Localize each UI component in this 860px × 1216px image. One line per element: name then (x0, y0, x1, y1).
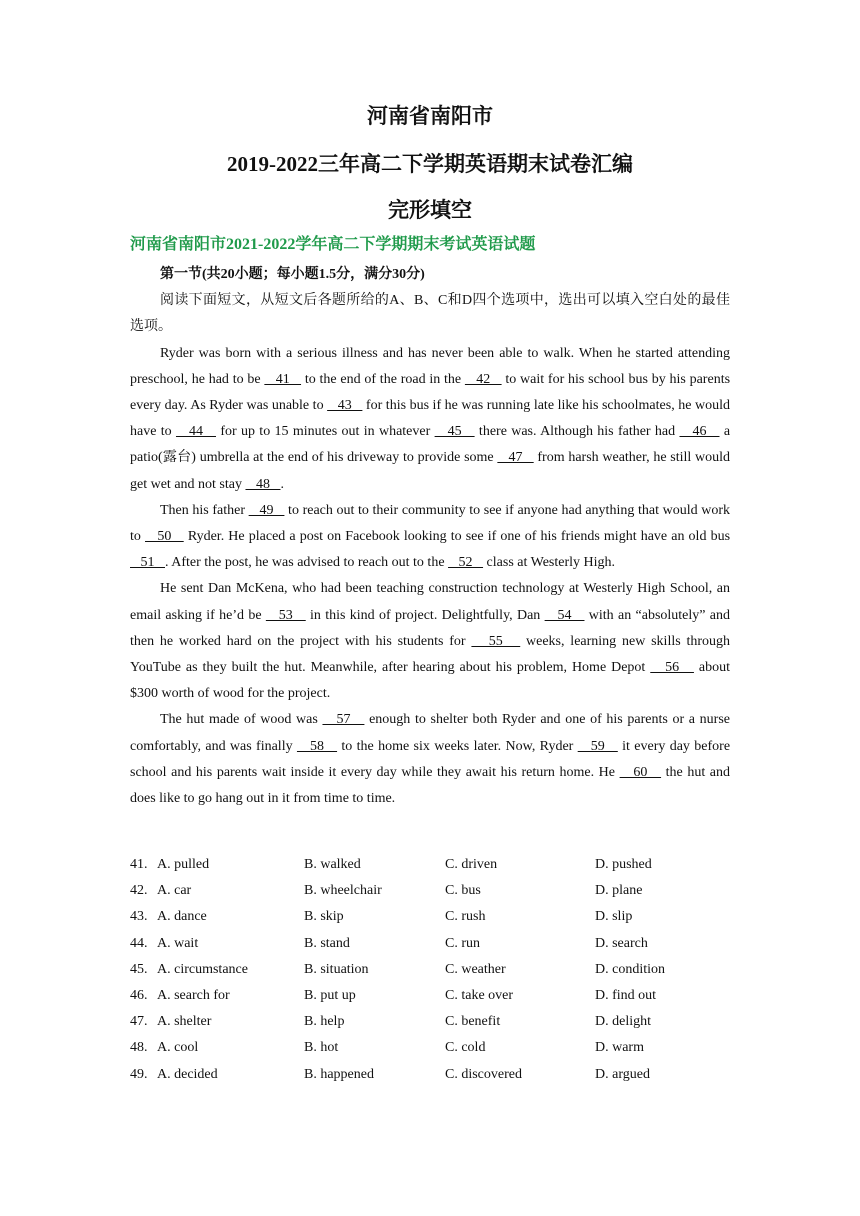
blank-51: 51 (130, 555, 165, 571)
question-number: 46. (130, 987, 148, 1003)
option-a: A. search for (157, 987, 230, 1003)
option-d: D. argued (595, 1066, 650, 1082)
passage-text: Ryder. He placed a post on Facebook looking to see if one of his friends might have an old bus (183, 529, 731, 545)
option-c: C. weather (445, 961, 506, 977)
option-b: B. help (304, 1014, 345, 1030)
option-b: B. put up (304, 987, 356, 1003)
option-d: D. delight (595, 1014, 651, 1030)
option-b: B. happened (304, 1066, 374, 1082)
option-b: B. situation (304, 961, 369, 977)
passage-text: to the home six weeks later. Now, Ryder (337, 738, 578, 754)
option-b: B. wheelchair (304, 883, 382, 899)
blank-46: 46 (679, 424, 720, 440)
option-a: A. pulled (157, 857, 210, 872)
section-heading: 河南省南阳市2021-2022学年高二下学期期末考试英语试题 (130, 236, 536, 253)
option-d: D. warm (595, 1040, 644, 1056)
part-header: 第一节(共20小题；每小题1.5分，满分30分) (160, 267, 425, 282)
option-row (130, 904, 730, 930)
passage-text: with an “absolutely” and then he worked hard on the project with his students for (130, 607, 731, 649)
title-line-1: 河南省南阳市 (367, 104, 493, 128)
option-c: C. benefit (445, 1014, 501, 1030)
blank-48: 48 (245, 476, 281, 492)
question-number: 47. (130, 1014, 148, 1030)
blank-58: 58 (296, 738, 338, 754)
question-number: 41. (130, 857, 148, 872)
part-header-paragraph (130, 262, 730, 288)
passage-text: Then his father (160, 502, 249, 518)
question-number: 44. (130, 935, 148, 951)
blank-50: 50 (145, 529, 184, 545)
question-number: 49. (130, 1066, 148, 1082)
passage-paragraph-2 (130, 498, 730, 577)
blank-42: 42 (464, 371, 502, 387)
passage-text: to reach out to their community to see if anyone had anything that would work to (130, 502, 730, 545)
option-b: B. walked (304, 857, 361, 872)
option-a: A. wait (157, 935, 199, 951)
option-d: D. search (595, 935, 648, 951)
passage-text: the hut and does like to go hang out in it from time to time. (130, 764, 730, 807)
option-row (130, 983, 730, 1009)
passage-text: . After the post, he was advised to reach out to the (165, 555, 449, 571)
blank-43: 43 (327, 398, 363, 414)
option-a: A. decided (157, 1066, 218, 1082)
question-number: 43. (130, 909, 148, 925)
title-line-2: 2019-2022三年高二下学期英语期末试卷汇编 (227, 152, 633, 176)
option-a: A. circumstance (157, 961, 248, 977)
blank-55: 55 (471, 633, 521, 649)
instructions: 阅读下面短文，从短文后各题所给的A、B、C和D四个选项中，选出可以填入空白处的最佳选项。 (130, 293, 730, 335)
blank-60: 60 (619, 764, 662, 780)
option-d: D. condition (595, 961, 665, 977)
passage-text: a patio(露台) umbrella at the end of his driveway to provide some (130, 424, 731, 466)
passage-text: enough to shelter both Ryder and one of his parents or a nurse comfortably, and was finally (130, 712, 730, 754)
passage-text: weeks, learning new skills through YouTube as they built the hut. Meanwhile, after hearing about his problem, Home Depot (130, 633, 731, 676)
option-a: A. dance (157, 909, 207, 925)
option-d: D. pushed (595, 857, 652, 872)
option-row (130, 957, 730, 983)
passage-paragraph-3 (130, 576, 730, 707)
blank-41: 41 (264, 371, 302, 387)
blank-54: 54 (544, 607, 585, 623)
option-a: A. car (157, 883, 192, 899)
option-b: B. skip (304, 909, 344, 925)
option-d: D. find out (595, 987, 657, 1003)
document-title-block (0, 104, 860, 222)
passage-paragraph-4 (130, 707, 730, 812)
passage-text: to the end of the road in the (301, 371, 465, 387)
option-a: A. shelter (157, 1014, 212, 1030)
passage-text: to wait for his school bus by his parents every day. As Ryder was unable to (130, 371, 731, 414)
option-c: C. discovered (445, 1066, 522, 1082)
passage-text: about $300 worth of wood for the project. (130, 660, 730, 702)
option-b: B. stand (304, 935, 350, 951)
blank-49: 49 (248, 502, 285, 518)
option-d: D. slip (595, 909, 633, 925)
passage-text: for up to 15 minutes out in whatever (215, 424, 435, 440)
question-number: 42. (130, 883, 148, 899)
passage-text: from harsh weather, he still would get wet and not stay (130, 450, 730, 492)
title-line-3: 完形填空 (388, 198, 472, 222)
option-row (130, 878, 730, 904)
blank-47: 47 (497, 450, 534, 466)
option-row (130, 1062, 730, 1088)
blank-59: 59 (577, 738, 618, 754)
option-c: C. cold (445, 1040, 486, 1056)
option-c: C. rush (445, 909, 486, 925)
option-c: C. take over (445, 987, 514, 1003)
passage-text: there was. Although his father had (474, 424, 680, 440)
passage-body (130, 262, 730, 812)
passage-text: in this kind of project. Delightfully, Dan (305, 607, 545, 623)
passage-text: class at Westerly High. (483, 555, 616, 571)
option-row (130, 1035, 730, 1061)
passage-paragraph-1 (130, 341, 730, 498)
blank-56: 56 (650, 660, 694, 676)
option-b: B. hot (304, 1040, 339, 1056)
option-row (130, 931, 730, 957)
option-c: C. run (445, 935, 480, 951)
passage-text: The hut made of wood was (160, 712, 323, 728)
blank-53: 53 (265, 607, 306, 623)
option-row (130, 852, 730, 878)
option-row (130, 1009, 730, 1035)
blank-52: 52 (448, 555, 484, 571)
passage-text: it every day before school and his parents wait inside it every day while they await his return home. He (130, 738, 731, 780)
blank-57: 57 (322, 712, 365, 728)
option-a: A. cool (157, 1040, 199, 1056)
passage-text: Ryder was born with a serious illness and has never been able to walk. When he started attending preschool, he had to be (130, 345, 730, 387)
option-c: C. bus (445, 883, 481, 899)
passage-text: for this bus if he was running late like his schoolmates, he would have to (130, 398, 730, 440)
blank-45: 45 (434, 424, 475, 440)
option-d: D. plane (595, 883, 643, 899)
blank-44: 44 (175, 424, 216, 440)
options-list (130, 852, 730, 1088)
passage-text: He sent Dan McKena, who had been teaching construction technology at Westerly High School, an email asking if he’d be (130, 581, 730, 623)
question-number: 48. (130, 1040, 148, 1056)
question-number: 45. (130, 961, 148, 977)
option-c: C. driven (445, 857, 498, 872)
passage-text: . (280, 476, 284, 492)
